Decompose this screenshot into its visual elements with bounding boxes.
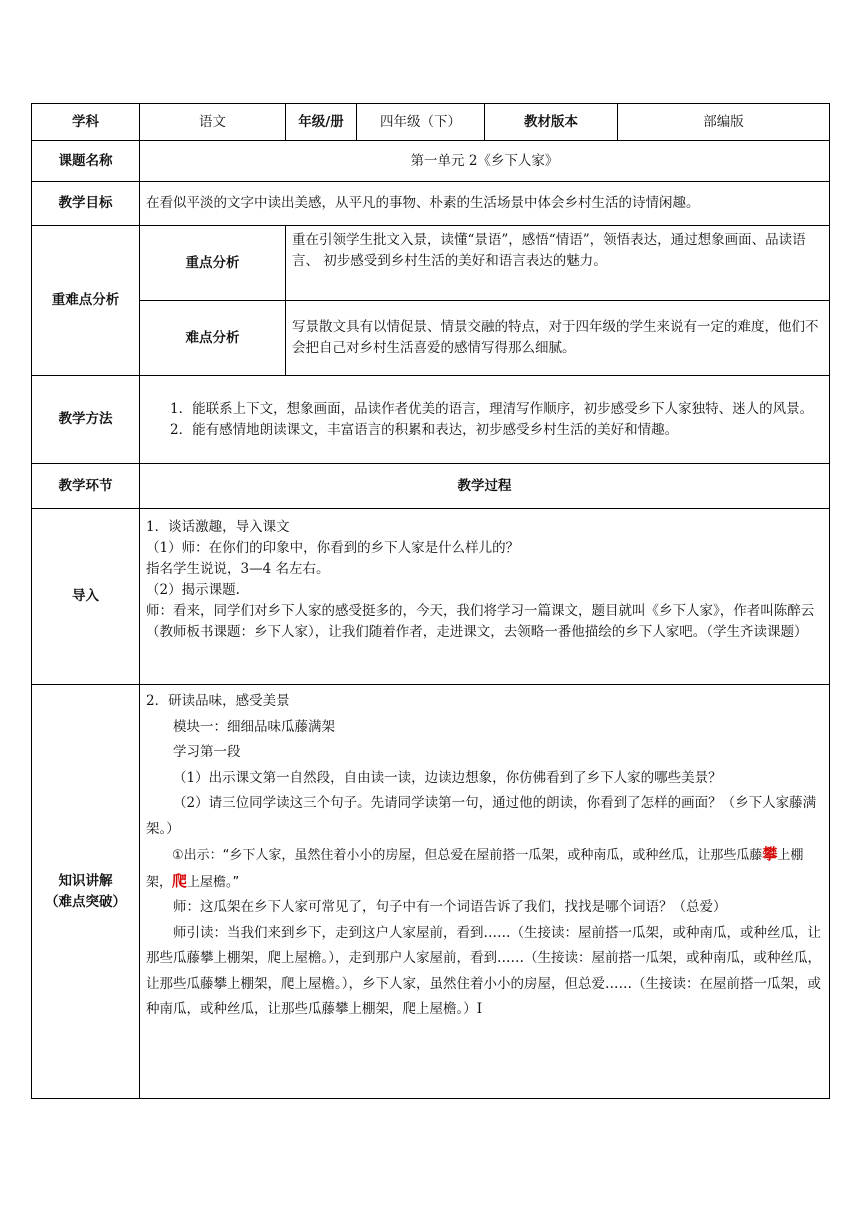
knowledge-teacher-1: 师：这瓜架在乡下人家可常见了，句子中有一个词语告诉了我们，找找是哪个词语？（总爱）	[173, 899, 727, 915]
knowledge-heading: 2．研读品味，感受美景	[146, 693, 290, 709]
hard-analysis-label: 难点分析	[140, 301, 286, 376]
knowledge-teacher-2: 师引读：当我们来到乡下，走到这户人家屋前，看到……（生接读：屋前搭一瓜架，或种南瓜，或种丝瓜，让那些瓜藤攀上棚架，爬上屋檐。），走到那户人家屋前，看到……（生接读：屋前搭一瓜架，或种南瓜，或种丝瓜，让那些瓜藤攀上棚架，爬上屋檐。），乡下人家，虽然住着小小的房屋，但总爱……（生接读：在屋前搭一瓜架，或种南瓜，或种丝瓜，让那些瓜藤攀上棚架，爬上屋檐。）I	[146, 924, 821, 1017]
knowledge-row	[32, 685, 830, 1099]
lesson-title-value: 第一单元 2《乡下人家》	[140, 141, 830, 182]
knowledge-section: 学习第一段	[173, 744, 241, 760]
goal-label: 教学目标	[32, 182, 140, 226]
lesson-title-label: 课题名称	[32, 141, 140, 182]
subject-label: 学科	[32, 104, 140, 141]
intro-line-2: （1）师：在你们的印象中，你看到的乡下人家是什么样儿的？	[146, 540, 520, 556]
process-header: 教学过程	[140, 464, 830, 509]
quote-highlight-1: 攀	[762, 845, 778, 863]
quote-part-c: 上屋檐。”	[187, 874, 240, 890]
edition-label: 教材版本	[485, 104, 618, 141]
lesson-plan-table	[31, 103, 830, 1099]
knowledge-step-2: （2）请三位同学读这三个句子。先请同学读第一句，通过他的朗读，你看到了怎样的画面？（乡下人家藤满架。）	[146, 795, 817, 837]
header-row	[32, 104, 830, 141]
quote-highlight-2: 爬	[172, 871, 188, 890]
grade-label: 年级/册	[286, 104, 357, 141]
process-label: 教学环节	[32, 464, 140, 509]
process-header-row	[32, 464, 830, 509]
knowledge-label	[32, 685, 140, 1099]
intro-cell	[140, 509, 830, 685]
quote-part-a: ①出示：“乡下人家，虽然住着小小的房屋，但总爱在屋前搭一瓜架，或种南瓜，或种丝瓜，让那些瓜藤	[172, 848, 763, 863]
knowledge-label-line2: （难点突破）	[45, 893, 126, 910]
grade-value: 四年级（下）	[357, 104, 485, 141]
subject-value: 语文	[140, 104, 286, 141]
method-row	[32, 376, 830, 464]
knowledge-quote	[146, 842, 823, 895]
knowledge-module: 模块一：细细品味瓜藤满架	[173, 718, 335, 735]
knowledge-cell	[140, 685, 830, 1099]
lesson-title-row	[32, 141, 830, 182]
key-analysis-row	[32, 226, 830, 301]
knowledge-step-1: （1）出示课文第一自然段，自由读一读，边读边想象，你仿佛看到了乡下人家的哪些美景？	[173, 769, 722, 786]
goal-row	[32, 182, 830, 226]
method-item-2: 2．能有感情地朗读课文，丰富语言的积累和表达，初步感受乡村生活的美好和情趣。	[170, 421, 679, 438]
analysis-label: 重难点分析	[32, 226, 140, 376]
method-label: 教学方法	[32, 376, 140, 464]
knowledge-label-line1: 知识讲解	[58, 872, 113, 889]
intro-label: 导入	[32, 509, 140, 685]
intro-line-1: 1．谈话激趣，导入课文	[146, 519, 290, 535]
goal-text: 在看似平淡的文字中读出美感，从平凡的事物、朴素的生活场景中体会乡村生活的诗情闲趣。	[140, 182, 830, 226]
quote-part-b: 上棚架，	[146, 848, 804, 890]
edition-value: 部编版	[618, 104, 830, 141]
intro-row	[32, 509, 830, 685]
method-cell	[140, 376, 830, 464]
hard-analysis-row	[32, 301, 830, 376]
method-item-1: 1．能联系上下文，想象画面，品读作者优美的语言，理清写作顺序，初步感受乡下人家独特、迷人的风景。	[170, 400, 814, 417]
intro-line-4: （2）揭示课题.	[146, 582, 240, 598]
intro-line-3: 指名学生说说，3—4 名左右。	[146, 561, 330, 577]
hard-analysis-text: 写景散文具有以情促景、情景交融的特点，对于四年级的学生来说有一定的难度，他们不会把自己对乡村生活喜爱的感情写得那么细腻。	[286, 301, 830, 376]
key-analysis-label: 重点分析	[140, 226, 286, 301]
intro-line-5: 师：看来，同学们对乡下人家的感受挺多的，今天，我们将学习一篇课文，题目就叫《乡下人家》，作者叫陈醉云（教师板书课题：乡下人家），让我们随着作者，走进课文，去领略一番他描绘的乡下人家吧。（学生齐读课题）	[146, 603, 815, 640]
key-analysis-text: 重在引领学生批文入景，读懂“景语”，感悟“情语”，领悟表达，通过想象画面、品读语言、 初步感受到乡村生活的美好和语言表达的魅力。	[286, 226, 830, 301]
